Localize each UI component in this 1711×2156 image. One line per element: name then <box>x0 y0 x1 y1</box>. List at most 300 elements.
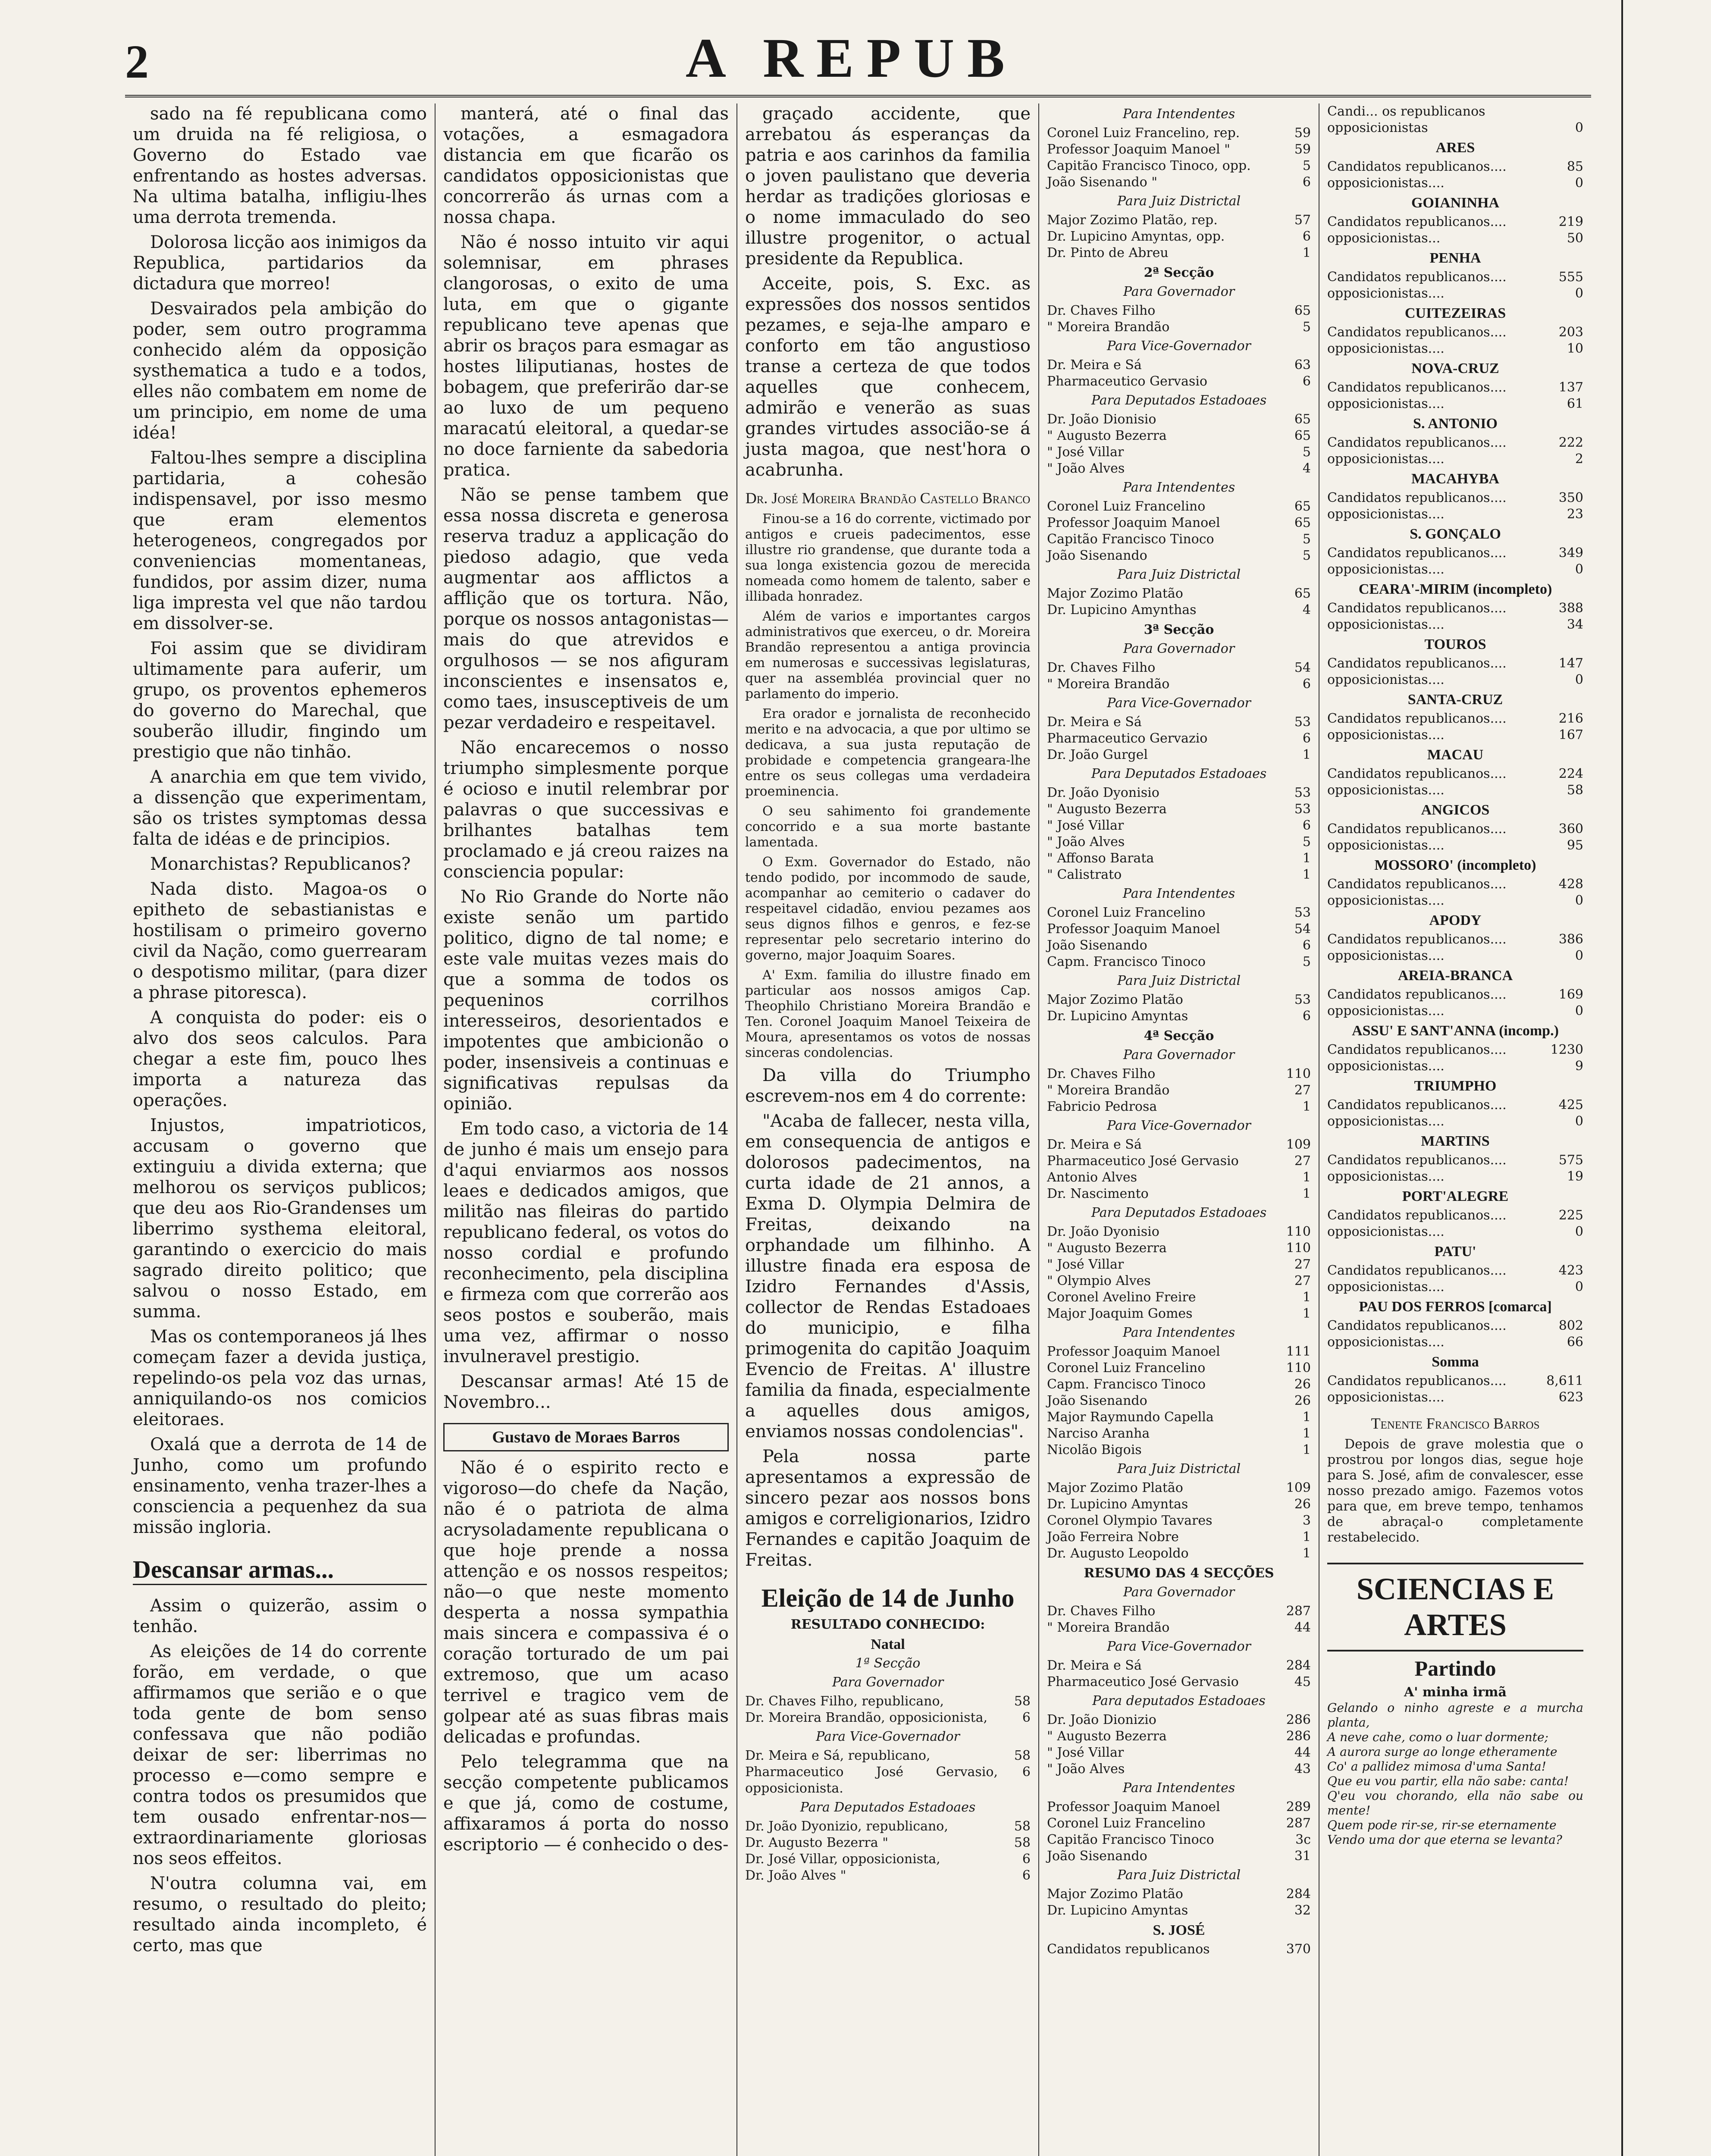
row-label: Candidatos republicanos.... <box>1327 1263 1507 1278</box>
candidate-name: Pharmaceutico Gervasio <box>1047 374 1207 389</box>
town-result <box>1327 305 1583 357</box>
poem-title: Partindo <box>1414 1656 1496 1680</box>
vote-count: 6 <box>1302 677 1311 692</box>
result-group: Para Intendentes <box>1122 1780 1235 1796</box>
town-row <box>1327 600 1583 617</box>
eleicao-title: Eleição de 14 de Junho <box>761 1584 1015 1612</box>
result-group: Para Governador <box>1123 641 1235 656</box>
candidate-name: " José Villar <box>1047 1257 1124 1272</box>
town-result <box>1327 581 1583 633</box>
candidate-name: " José Villar <box>1047 445 1124 460</box>
paragraph: O Exm. Governador do Estado, não tendo podido, por incommodo de saude, acompanhar ao cemiterio o cadaver do respeitavel cidadão, enviou pezames aos seus dignos filhos e genros, e fez-se representar pelo secretario interino do governo, major Joaquim Soares. <box>745 855 1031 963</box>
candidate-name: " José Villar <box>1047 1745 1124 1760</box>
town-row <box>1327 490 1583 506</box>
column-3 <box>737 103 1039 2156</box>
town-row <box>1327 561 1583 578</box>
eleicao-place: Natal <box>871 1636 905 1652</box>
paragraph: Era orador e jornalista de reconhecido merito e na advocacia, a que por ultimo se dedicava, a sua justa reputação de probidade e competencia grangeara-lhe entre os seus collegas uma verdadeira proeminencia. <box>745 706 1031 799</box>
row-label: Candidatos republicanos.... <box>1327 380 1507 395</box>
town-row <box>1327 1058 1583 1075</box>
vote-count: 6 <box>1022 1852 1031 1867</box>
paragraph: manterá, até o final das votações, a esmagadora distancia em que ficarão os candidatos opposicionistas que concorrerão ás urnas com a nossa chapa. <box>443 104 729 227</box>
candidate-name: Antonio Alves <box>1047 1170 1137 1185</box>
result-row <box>1047 1832 1311 1848</box>
candidate-name: Capm. Francisco Tinoco <box>1047 954 1206 969</box>
result-row <box>1047 1745 1311 1761</box>
row-value: 423 <box>1558 1263 1583 1278</box>
paragraph: Desvairados pela ambição do poder, sem outro programma conhecido além da opposição systhematica a tudo e a todos, elles não combatem em nome de um principio, em nome de uma idéa! <box>133 299 427 443</box>
paragraph: Mas os contemporaneos já lhes começam fazer a devida justiça, repelindo-os pela voz das urnas, anniquilando-os nos comicios eleitoraes. <box>133 1327 427 1429</box>
paragraph: Oxalá que a derrota de 14 de Junho, como um profundo ensinamento, venha trazer-lhes a consciencia a pequenhez da sua missão ingloria. <box>133 1435 427 1537</box>
result-row <box>1047 1273 1311 1289</box>
town-row <box>1327 617 1583 633</box>
candidate-name: Capitão Francisco Tinoco <box>1047 1832 1214 1847</box>
town-row <box>1327 837 1583 854</box>
row-value: 137 <box>1558 380 1583 395</box>
vote-count: 287 <box>1286 1604 1311 1619</box>
row-label: opposicionistas.... <box>1327 341 1445 356</box>
row-value: 0 <box>1575 175 1583 191</box>
result-row <box>1047 428 1311 444</box>
candidate-name: Coronel Luiz Francelino, rep. <box>1047 125 1240 141</box>
candidate-name: Major Zozimo Platão <box>1047 586 1183 601</box>
result-group: Para Juiz Districtal <box>1117 194 1241 209</box>
result-row <box>1047 1066 1311 1082</box>
row-label: Candi... os republicanos <box>1327 104 1485 119</box>
town-row <box>1327 451 1583 467</box>
col3-paragraphs <box>745 103 1031 480</box>
vote-count: 54 <box>1294 660 1311 675</box>
row-label: Candidatos republicanos.... <box>1327 545 1507 561</box>
candidate-name: Major Zozimo Platão <box>1047 1887 1183 1902</box>
paragraph: Pela nossa parte apresentamos a expressão de sincero pezar aos nossos bons amigos e correligionarios, Izidro Fernandes e capitão Joaquim de Freitas. <box>745 1447 1031 1570</box>
row-label: opposicionistas.... <box>1327 1224 1445 1239</box>
row-value: 388 <box>1558 601 1583 616</box>
town-result <box>1327 1354 1583 1406</box>
paragraph: Injustos, impatrioticos, accusam o governo que extinguiu a divida externa; que melhorou os serviços publicos; que deu aos Rio-Grandenses um liberrimo systhema eleitoral, garantindo o exercicio do mais sagrado direito politico; que salvou o nosso Estado, em summa. <box>133 1116 427 1322</box>
town-row <box>1327 1152 1583 1169</box>
candidate-name: Coronel Olympio Tavares <box>1047 1513 1213 1528</box>
result-group: Para Deputados Estadoaes <box>800 1800 976 1815</box>
result-row <box>1047 1137 1311 1153</box>
row-label: Candidatos republicanos.... <box>1327 821 1507 837</box>
candidate-name: Professor Joaquim Manoel <box>1047 1799 1220 1814</box>
result-row <box>1047 1603 1311 1620</box>
result-row <box>1047 1799 1311 1815</box>
result-group: Para Governador <box>1123 1047 1235 1062</box>
paragraph: Dolorosa licção aos inimigos da Republica, partidarios da dictadura que morreo! <box>133 232 427 294</box>
candidate-name: " Augusto Bezerra <box>1047 1729 1167 1744</box>
result-row <box>1047 905 1311 921</box>
vote-count: 109 <box>1286 1137 1311 1152</box>
result-row <box>1047 373 1311 390</box>
row-value: 0 <box>1575 672 1583 687</box>
col2-paragraphs <box>443 103 729 1413</box>
town-result <box>1327 1023 1583 1075</box>
result-row <box>1047 444 1311 461</box>
result-row <box>1047 357 1311 373</box>
result-row <box>1047 1658 1311 1674</box>
gustavo-heading: Gustavo de Moraes Barros <box>443 1423 729 1451</box>
candidate-name: " Olympio Alves <box>1047 1273 1151 1288</box>
vote-count: 6 <box>1302 229 1311 244</box>
result-row <box>1047 1306 1311 1322</box>
result-row <box>1047 1224 1311 1240</box>
row-label: Candidatos republicanos.... <box>1327 656 1507 671</box>
candidate-name: Dr. João Dionizio <box>1047 1712 1156 1727</box>
town-row <box>1327 120 1583 136</box>
result-row <box>1047 1257 1311 1273</box>
col3-results <box>745 1674 1031 1884</box>
town-row <box>1327 435 1583 451</box>
vote-count: 110 <box>1286 1066 1311 1081</box>
column-1 <box>125 103 436 2156</box>
result-group: Para Intendentes <box>1122 480 1235 495</box>
col3-obituary <box>745 511 1031 1061</box>
candidate-name: " Augusto Bezerra <box>1047 428 1167 443</box>
town-name: TRIUMPHO <box>1414 1078 1497 1094</box>
result-row <box>1047 1674 1311 1690</box>
paragraph: Faltou-lhes sempre a disciplina partidaria, a cohesão indispensavel, por isso mesmo que eram elementos heterogeneos, congregados por conveniencias momentaneas, fundidos, por assim dizer, numa liga impresta vel que não tardou em dissolver-se. <box>133 448 427 633</box>
vote-count: 3c <box>1295 1832 1311 1847</box>
candidate-name: " Augusto Bezerra <box>1047 802 1167 817</box>
town-row <box>1327 931 1583 948</box>
town-result <box>1327 802 1583 854</box>
candidate-name: " Moreira Brandão <box>1047 1620 1170 1635</box>
row-label: opposicionistas.... <box>1327 617 1445 632</box>
paragraph: As eleições de 14 do corrente forão, em verdade, o que affirmamos que serião e o que toda gente de bom senso confessava que não podião deixar de ser: liberrimas no processo e—como sempre e contra todos os presumidos que tem ousado enfrentar-nos—extraordinariamente gloriosas nos seos effeitos. <box>133 1642 427 1868</box>
row-value: 802 <box>1558 1318 1583 1333</box>
candidate-name: Dr. Lupicino Amyntas, opp. <box>1047 229 1225 244</box>
row-label: Candidatos republicanos.... <box>1327 1208 1507 1223</box>
town-row <box>1327 766 1583 782</box>
result-row <box>1047 834 1311 850</box>
row-label: opposicionistas.... <box>1327 838 1445 853</box>
col4-results <box>1047 106 1311 1958</box>
row-value: 34 <box>1567 617 1583 632</box>
town-row <box>1327 655 1583 672</box>
row-label: Candidatos republicanos.... <box>1327 932 1507 947</box>
candidate-name: Major Zozimo Platão, rep. <box>1047 213 1218 228</box>
result-row <box>1047 1620 1311 1636</box>
row-value: 555 <box>1558 270 1583 285</box>
candidate-name: " Moreira Brandão <box>1047 320 1170 335</box>
sciencias-artes-heading: SCIENCIAS E ARTES <box>1327 1563 1583 1651</box>
result-row <box>1047 158 1311 174</box>
town-result <box>1327 968 1583 1019</box>
town-result <box>1327 250 1583 302</box>
row-label: Candidatos republicanos.... <box>1327 1318 1507 1333</box>
result-group: Para Deputados Estadoaes <box>1091 1205 1267 1220</box>
candidate-name: Capitão Francisco Tinoco <box>1047 532 1214 547</box>
vote-count: 59 <box>1294 142 1311 157</box>
row-value: 1230 <box>1550 1042 1583 1057</box>
poem-line: Vendo uma dor que eterna se levanta? <box>1327 1833 1562 1847</box>
town-row <box>1327 876 1583 893</box>
row-value: 23 <box>1567 507 1583 522</box>
result-town: S. JOSÉ <box>1153 1922 1205 1938</box>
poem-lines <box>1327 1701 1583 1847</box>
candidate-name: Dr. Lupicino Amyntas <box>1047 1903 1188 1918</box>
town-row <box>1327 893 1583 909</box>
vote-count: 1 <box>1302 851 1311 866</box>
town-name: PATU' <box>1434 1244 1476 1260</box>
town-row <box>1327 1113 1583 1130</box>
paragraph: O seu sahimento foi grandemente concorrido e a sua morte bastante lamentada. <box>745 804 1031 850</box>
vote-count: 110 <box>1286 1360 1311 1376</box>
row-value: 66 <box>1567 1335 1583 1350</box>
candidate-name: Dr. Meira e Sá <box>1047 1137 1142 1152</box>
vote-count: 53 <box>1294 905 1311 920</box>
vote-count: 6 <box>1302 1009 1311 1024</box>
result-row <box>1047 1153 1311 1169</box>
paragraph: sado na fé republicana como um druida na fé religiosa, o Governo do Estado vae enfrentando as hostes adversas. Na ultima batalha, infligiu-lhes uma derrota tremenda. <box>133 104 427 227</box>
row-value: 50 <box>1567 231 1583 246</box>
town-result <box>1327 140 1583 191</box>
result-row <box>1047 1289 1311 1306</box>
row-label: Candidatos republicanos.... <box>1327 877 1507 892</box>
poem-dedication: A' minha irmã <box>1404 1685 1507 1700</box>
result-row <box>1047 1848 1311 1865</box>
row-label: opposicionistas <box>1327 120 1428 135</box>
candidate-name: " João Alves <box>1047 461 1125 476</box>
result-row <box>1047 141 1311 158</box>
vote-count: 53 <box>1294 992 1311 1007</box>
candidate-name: Major Joaquim Gomes <box>1047 1306 1193 1321</box>
result-row <box>1047 1344 1311 1360</box>
result-row <box>1047 548 1311 564</box>
row-value: 10 <box>1567 341 1583 356</box>
candidate-name: Capm. Francisco Tinoco <box>1047 1377 1206 1392</box>
result-row <box>1047 921 1311 937</box>
vote-count: 5 <box>1302 548 1311 563</box>
barros-heading: Tenente Francisco Barros <box>1371 1415 1540 1432</box>
result-group: Para Governador <box>832 1675 944 1690</box>
paragraph: A conquista do poder: eis o alvo dos seos calculos. Para chegar a este fim, pouco lhes importa a natureza das operações. <box>133 1008 427 1110</box>
result-row <box>1047 1761 1311 1777</box>
result-row <box>1047 801 1311 818</box>
row-value: 623 <box>1558 1390 1583 1405</box>
vote-count: 6 <box>1022 1710 1031 1725</box>
vote-count: 1 <box>1302 1546 1311 1561</box>
candidate-name: João Sisenando " <box>1047 175 1157 190</box>
town-name: NOVA-CRUZ <box>1411 360 1499 376</box>
vote-count: 6 <box>1022 1868 1031 1883</box>
result-row <box>1047 498 1311 515</box>
result-row <box>1047 1393 1311 1409</box>
candidate-name: João Sisenando <box>1047 938 1147 953</box>
paragraph: Acceite, pois, S. Exc. as expressões dos nossos sentidos pezames, e seja-lhe amparo e conforto em tão angustioso transe a certeza de que todos aquelles que conhecem, admirão e venerão as suas grandes virtudes associão-se á justa magoa, que nest'hora o acabrunha. <box>745 274 1031 480</box>
page-tear-line <box>1621 0 1623 2156</box>
row-value: 58 <box>1567 783 1583 798</box>
paragraph: Não é o espirito recto e vigoroso—do chefe da Nação, não é o patriota de alma acrysoladamente republicana o que hoje prende a nossa attenção e os nossos respeitos; não—o que neste momento desperta a nossa sympathia mais sincera e compassiva é o coração torturado de um pai extremoso, que um acaso terrivel e tragico vem de golpear até as suas fibras mais delicadas e profundas. <box>443 1458 729 1747</box>
vote-count: 286 <box>1286 1712 1311 1727</box>
town-row <box>1327 1207 1583 1224</box>
candidate-name: Dr. Lupicino Amynthas <box>1047 602 1197 617</box>
row-label: opposicionistas.... <box>1327 727 1445 743</box>
poem-line: Co' a pallidez mimosa d'uma Santa! <box>1327 1759 1546 1774</box>
paragraph: Assim o quizerão, assim o tenhão. <box>133 1596 427 1636</box>
row-value: 216 <box>1558 711 1583 726</box>
row-value: 0 <box>1575 1114 1583 1129</box>
result-row <box>1047 867 1311 883</box>
result-row <box>1047 1442 1311 1458</box>
town-name: GOIANINHA <box>1411 195 1500 211</box>
result-row <box>745 1851 1031 1868</box>
paragraph: Em todo caso, a victoria de 14 de junho é mais um ensejo para d'aqui enviarmos aos nossos leaes e dedicados amigos, que militão nas fileiras do partido republicano federal, os votos do nosso cordial e profundo reconhecimento, pela disciplina e firmeza com que correrão aos seos postos e souberão, mais uma vez, affirmar o nosso invulneravel prestigio. <box>443 1119 729 1366</box>
vote-count: 27 <box>1294 1153 1311 1169</box>
result-group: Para Intendentes <box>1122 886 1235 901</box>
town-name: APODY <box>1429 912 1482 928</box>
result-group: Para Deputados Estadoaes <box>1091 393 1267 408</box>
town-result <box>1327 1188 1583 1240</box>
row-value: 19 <box>1567 1169 1583 1184</box>
result-row <box>1047 515 1311 531</box>
page-number: 2 <box>125 35 149 88</box>
vote-count: 65 <box>1294 515 1311 530</box>
result-section: RESUMO DAS 4 SECÇÕES <box>1084 1566 1274 1581</box>
paragraph: Descansar armas! Até 15 de Novembro... <box>443 1372 729 1412</box>
vote-count: 370 <box>1286 1942 1311 1957</box>
result-row <box>1047 1186 1311 1202</box>
result-group: Para Vice-Governador <box>1107 696 1251 711</box>
town-row <box>1327 1334 1583 1351</box>
row-value: 9 <box>1575 1059 1583 1074</box>
vote-count: 5 <box>1302 954 1311 969</box>
row-label: opposicionistas.... <box>1327 175 1445 191</box>
candidate-name: Dr. Chaves Filho, republicano, <box>745 1694 944 1709</box>
candidate-name: Dr. Meira e Sá <box>1047 714 1142 730</box>
vote-count: 1 <box>1302 867 1311 882</box>
row-label: Candidatos republicanos.... <box>1327 490 1507 505</box>
row-value: 147 <box>1558 656 1583 671</box>
candidate-name: Coronel Luiz Francelino <box>1047 905 1206 920</box>
result-row <box>745 1764 1031 1797</box>
result-row <box>1047 1099 1311 1115</box>
result-row <box>1047 1360 1311 1376</box>
row-label: opposicionistas.... <box>1327 948 1445 963</box>
result-row <box>745 1868 1031 1884</box>
row-value: 203 <box>1558 325 1583 340</box>
town-row <box>1327 396 1583 412</box>
vote-count: 65 <box>1294 412 1311 427</box>
candidate-name: Coronel Luiz Francelino <box>1047 1816 1206 1831</box>
town-name: CUITEZEIRAS <box>1404 305 1506 321</box>
vote-count: 289 <box>1286 1799 1311 1814</box>
paragraph: N'outra columna vai, em resumo, o resultado do pleito; resultado ainda incompleto, é certo, mas que <box>133 1874 427 1955</box>
town-row <box>1327 672 1583 688</box>
row-label: Candidatos republicanos.... <box>1327 711 1507 726</box>
vote-count: 58 <box>1014 1819 1031 1834</box>
poem-line: Gelando o ninho agreste e a murcha planta, <box>1327 1701 1583 1730</box>
vote-count: 6 <box>1022 1764 1031 1780</box>
town-row <box>1327 1169 1583 1185</box>
row-label: opposicionistas... <box>1327 231 1441 246</box>
vote-count: 1 <box>1302 1186 1311 1201</box>
result-section: 3ª Secção <box>1144 622 1214 637</box>
candidate-name: Fabricio Pedrosa <box>1047 1099 1157 1114</box>
result-row <box>1047 1169 1311 1186</box>
vote-count: 45 <box>1294 1674 1311 1689</box>
column-4 <box>1039 103 1319 2156</box>
result-row <box>1047 1008 1311 1025</box>
vote-count: 43 <box>1294 1761 1311 1777</box>
row-label: opposicionistas.... <box>1327 451 1445 467</box>
vote-count: 1 <box>1302 1426 1311 1441</box>
town-row <box>1327 1042 1583 1058</box>
vote-count: 1 <box>1302 1290 1311 1305</box>
result-row <box>745 1693 1031 1710</box>
row-value: 167 <box>1558 727 1583 743</box>
result-row <box>1047 1902 1311 1919</box>
town-result <box>1327 416 1583 467</box>
candidate-name: " Affonso Barata <box>1047 851 1154 866</box>
col1-paragraphs-2 <box>133 1595 427 1956</box>
row-label: Candidatos republicanos.... <box>1327 270 1507 285</box>
result-row <box>1047 1082 1311 1099</box>
row-label: Candidatos republicanos.... <box>1327 1153 1507 1168</box>
candidate-name: Dr. Augusto Leopoldo <box>1047 1546 1189 1561</box>
town-name: CEARA'-MIRIM (incompleto) <box>1358 581 1552 597</box>
town-result <box>1327 692 1583 743</box>
row-label: Candidatos republicanos.... <box>1327 214 1507 229</box>
town-row <box>1327 987 1583 1003</box>
vote-count: 44 <box>1294 1745 1311 1760</box>
town-name: PORT'ALEGRE <box>1402 1188 1509 1204</box>
candidate-name: Dr. João Dyonizio, republicano, <box>745 1819 948 1834</box>
town-row <box>1327 341 1583 357</box>
result-row <box>1047 531 1311 548</box>
paragraph: Além de varios e importantes cargos administrativos que exerceu, o dr. Moreira Brandão representou a antiga provincia em numerosas e successivas legislaturas, quer na assembléa provincial quer no parlamento do imperio. <box>745 609 1031 702</box>
result-row <box>1047 714 1311 730</box>
result-group: Para Juiz Districtal <box>1117 567 1241 582</box>
result-row <box>1047 676 1311 693</box>
vote-count: 110 <box>1286 1224 1311 1239</box>
candidate-name: Major Raymundo Capella <box>1047 1410 1214 1425</box>
candidate-name: " Moreira Brandão <box>1047 677 1170 692</box>
row-value: 0 <box>1575 948 1583 963</box>
result-row <box>745 1818 1031 1835</box>
row-label: Candidatos republicanos.... <box>1327 766 1507 781</box>
result-section: 2ª Secção <box>1144 265 1214 280</box>
row-value: 222 <box>1558 435 1583 450</box>
row-value: 2 <box>1575 451 1583 467</box>
vote-count: 6 <box>1302 175 1311 190</box>
result-group: Para Governador <box>1123 1585 1235 1600</box>
vote-count: 26 <box>1294 1497 1311 1512</box>
candidate-name: " Augusto Bezerra <box>1047 1241 1167 1256</box>
row-label: opposicionistas.... <box>1327 1279 1445 1294</box>
result-group: Para Governador <box>1123 284 1235 299</box>
town-name: ANGICOS <box>1421 802 1490 818</box>
row-label: opposicionistas.... <box>1327 893 1445 908</box>
paragraph: No Rio Grande do Norte não existe senão um partido politico, digno de tal nome; e este vale muitas vezes mais do que a somma de todos os pequeninos corrilhos interesseiros, desorientados e impotentes que ambicionão o poder, insensiveis a continuas e significativas repulsas da opinião. <box>443 887 729 1114</box>
result-group: Para Deputados Estadoaes <box>1091 766 1267 781</box>
result-row <box>1047 785 1311 801</box>
candidate-name: Pharmaceutico José Gervasio <box>1047 1674 1239 1689</box>
town-row <box>1327 711 1583 727</box>
row-value: 0 <box>1575 562 1583 577</box>
town-row <box>1327 1097 1583 1113</box>
town-row <box>1327 948 1583 964</box>
paragraph: "Acaba de fallecer, nesta villa, em consequencia de antigos e dolorosos padecimentos, na curta idade de 21 annos, a Exma D. Olympia Delmira de Freitas, deixando na orphandade um filhinho. A illustre finada era esposa de Izidro Fernandes d'Assis, collector de Rendas Estadoaes do municipio, e filha primogenita do capitão Joaquim Evencio de Freitas. A' illustre familia da finada, especialmente a aquelles dous amigos, enviamos nossas condolencias". <box>745 1111 1031 1442</box>
candidate-name: Dr. João Dyonisio <box>1047 1224 1159 1239</box>
row-label: opposicionistas.... <box>1327 562 1445 577</box>
town-row <box>1327 727 1583 743</box>
result-group: Para Intendentes <box>1122 1325 1235 1340</box>
row-value: 8,611 <box>1546 1373 1583 1388</box>
candidate-name: Professor Joaquim Manoel <box>1047 921 1220 937</box>
